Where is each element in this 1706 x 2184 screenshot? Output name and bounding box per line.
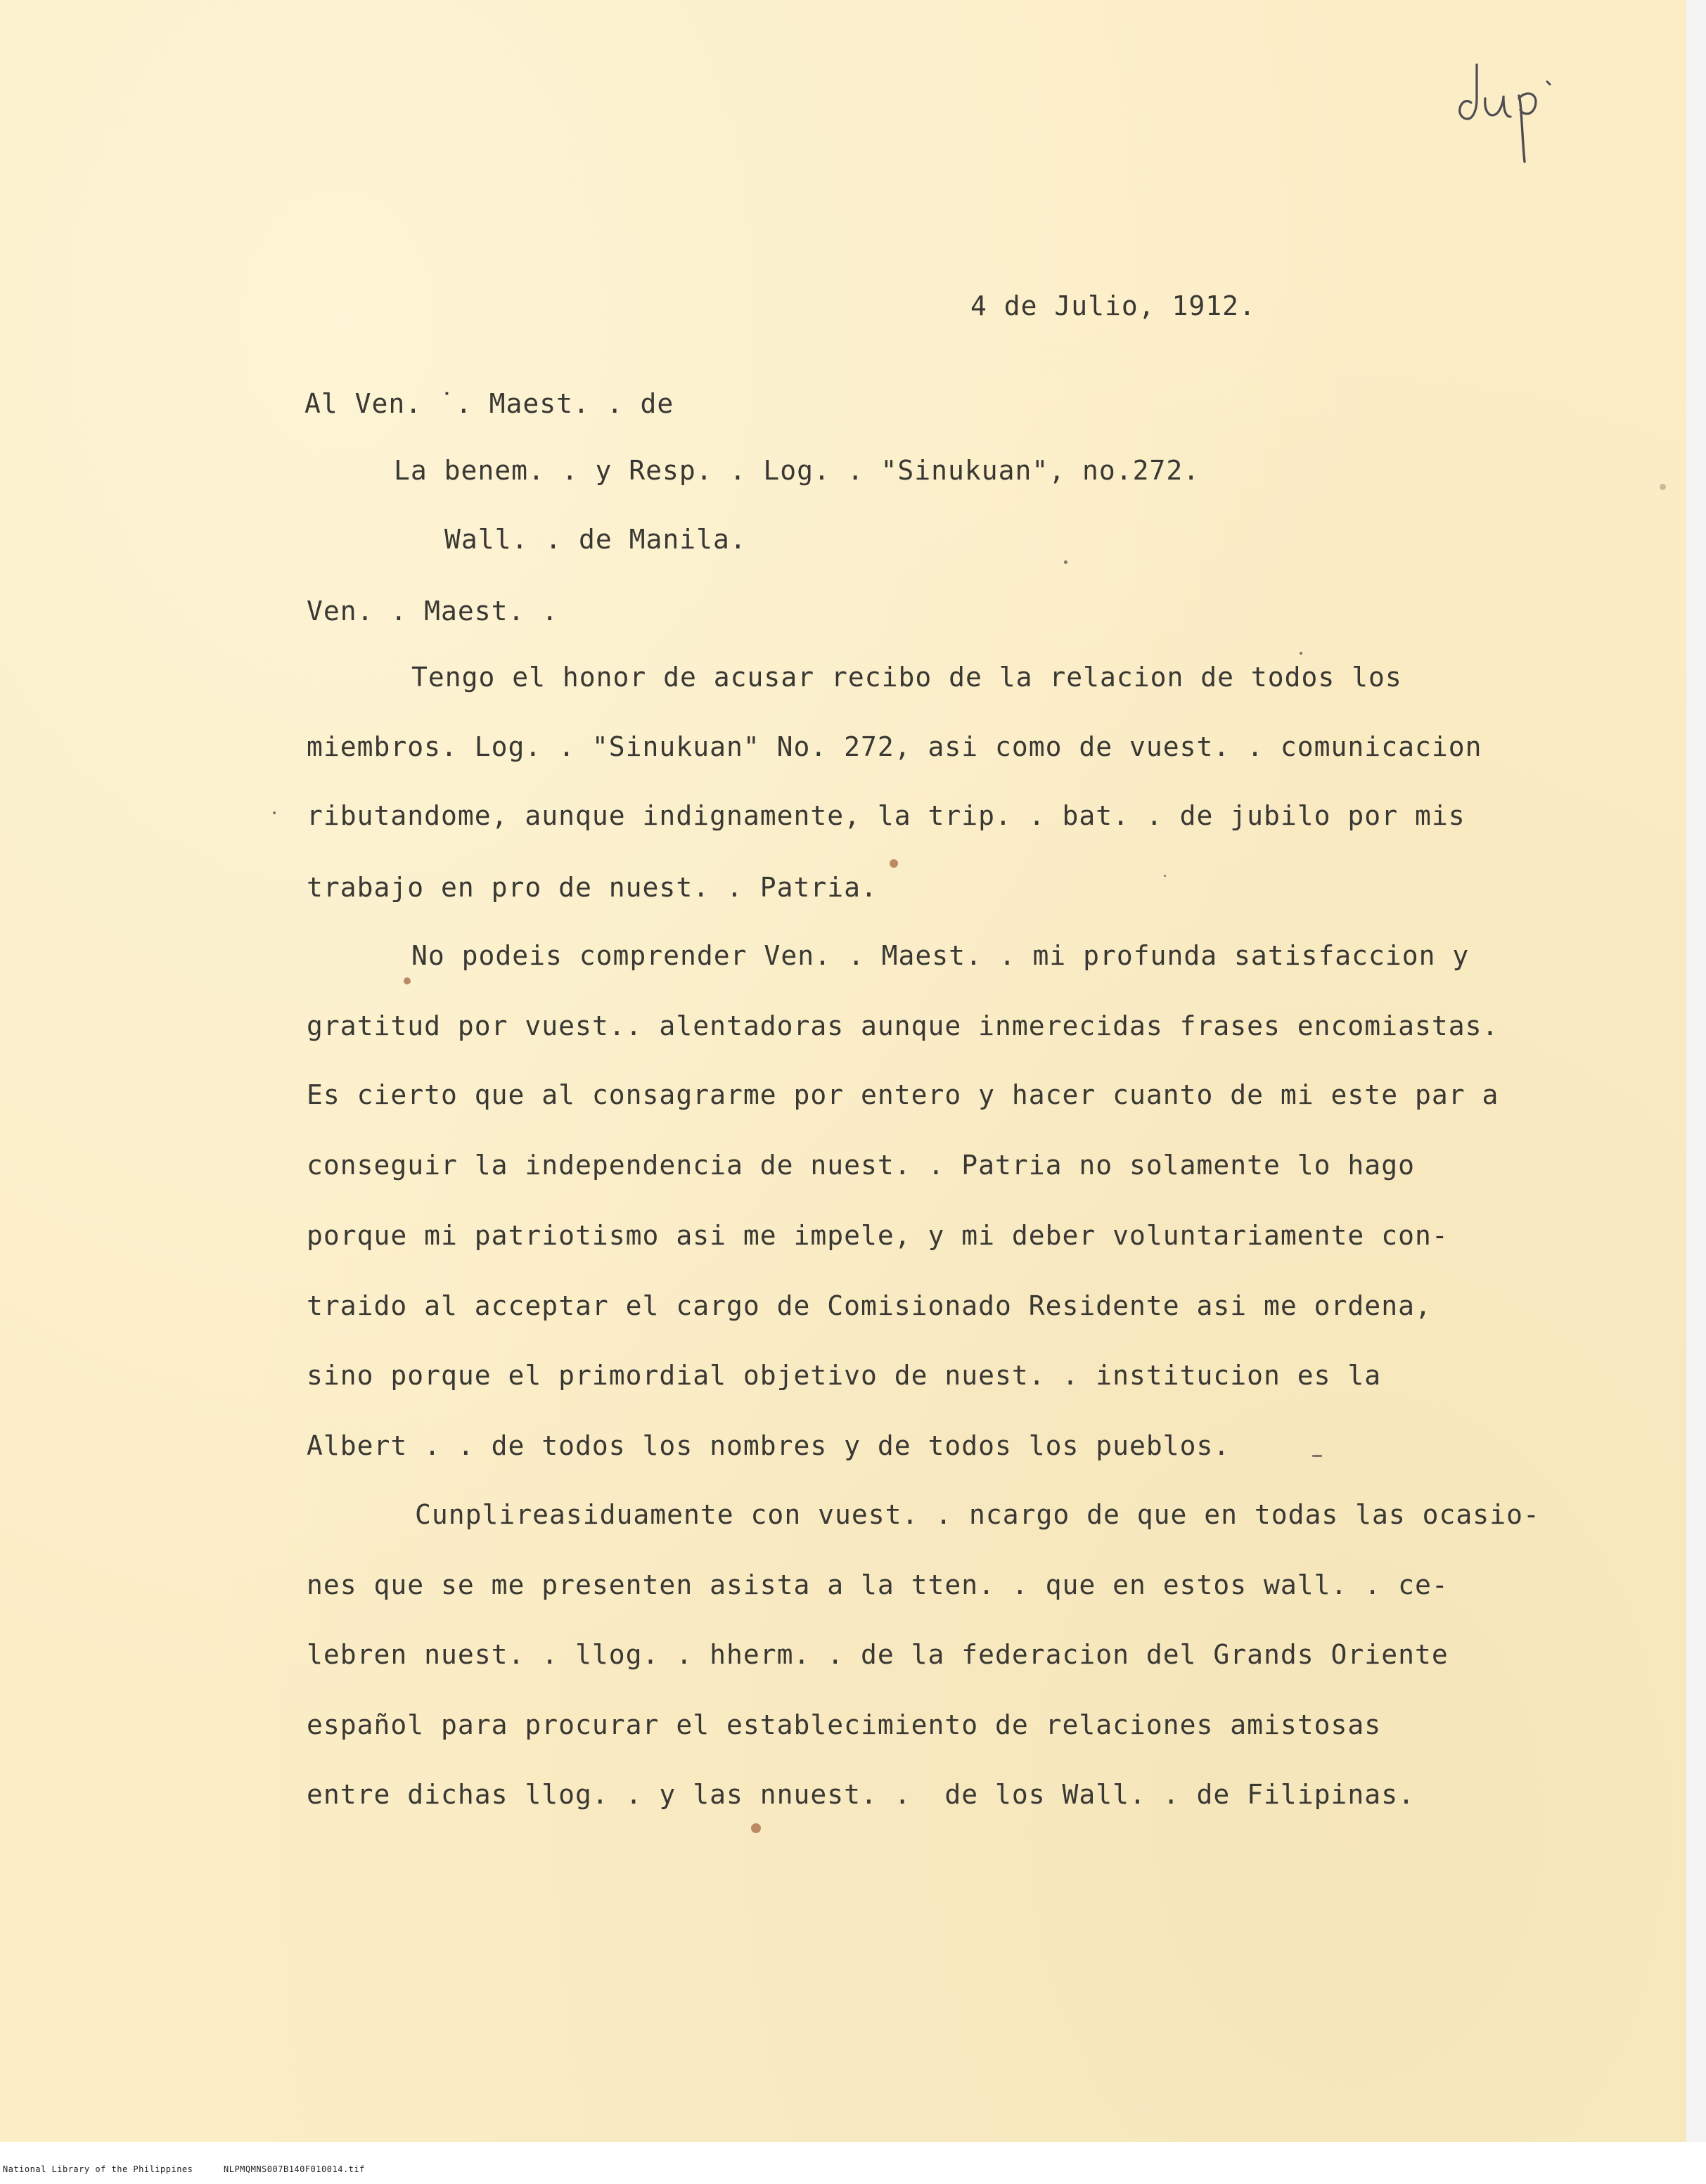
footer-file-id: NLPMQMNS007B140F010014.tif [224,2164,365,2174]
body-line: Albert . . de todos los nombres y de todos los pueblos. [307,1430,1231,1461]
paper-speck [1312,1455,1322,1457]
body-line: porque mi patriotismo asi me impele, y mi deber voluntariamente con- [307,1220,1449,1251]
scan-margin [1686,0,1706,2142]
footer-library: National Library of the Philippines [3,2164,193,2174]
paper-speck [1300,652,1302,655]
body-line: miembros. Log. . "Sinukuan" No. 272, asi como de vuest. . comunicacion [307,731,1482,762]
body-line: entre dichas llog. . y las nnuest. . de los Wall. . de Filipinas. [307,1779,1415,1810]
paper-speck [404,977,411,984]
body-line: Tengo el honor de acusar recibo de la relacion de todos los [411,662,1402,693]
handwritten-dup-drawing [1449,49,1568,169]
salutation: Ven. . Maest. . [307,596,559,627]
paper-speck [751,1823,761,1833]
paper-speck [1660,484,1666,490]
address-line-1: Al Ven. ˙. Maest. . de [304,388,674,419]
body-line: Cunplireasiduamente con vuest. . ncargo de que en todas las ocasio- [415,1499,1540,1530]
paper-speck [273,811,276,814]
body-line: conseguir la independencia de nuest. . Patria no solamente lo hago [307,1150,1415,1181]
body-line: No podeis comprender Ven. . Maest. . mi profunda satisfaccion y [411,940,1470,971]
body-line: sino porque el primordial objetivo de nuest. . institucion es la [307,1360,1382,1391]
body-line: Es cierto que al consagrarme por entero y hacer cuanto de mi este par a [307,1079,1499,1110]
letter-date: 4 de Julio, 1912. [970,290,1256,321]
paper-speck [890,859,898,868]
body-line: ributandome, aunque indignamente, la trip. . bat. . de jubilo por mis [307,800,1466,831]
address-line-3: Wall. . de Manila. [444,524,747,555]
paper-speck [1064,560,1067,564]
body-line: español para procurar el establecimiento de relaciones amistosas [307,1709,1382,1740]
body-line: nes que se me presenten asista a la tten. . que en estos wall. . ce- [307,1569,1449,1600]
handwritten-dup-note [1449,49,1568,169]
scan-footer [0,2142,1706,2184]
address-line-2: La benem. . y Resp. . Log. . "Sinukuan", no.272. [394,455,1200,486]
body-line: lebren nuest. . llog. . hherm. . de la federacion del Grands Oriente [307,1639,1449,1670]
body-line: trabajo en pro de nuest. . Patria. [307,872,878,903]
paper-speck [1164,875,1166,877]
body-line: traido al acceptar el cargo de Comisionado Residente asi me ordena, [307,1290,1432,1321]
body-line: gratitud por vuest.. alentadoras aunque inmerecidas frases encomiastas. [307,1010,1499,1041]
